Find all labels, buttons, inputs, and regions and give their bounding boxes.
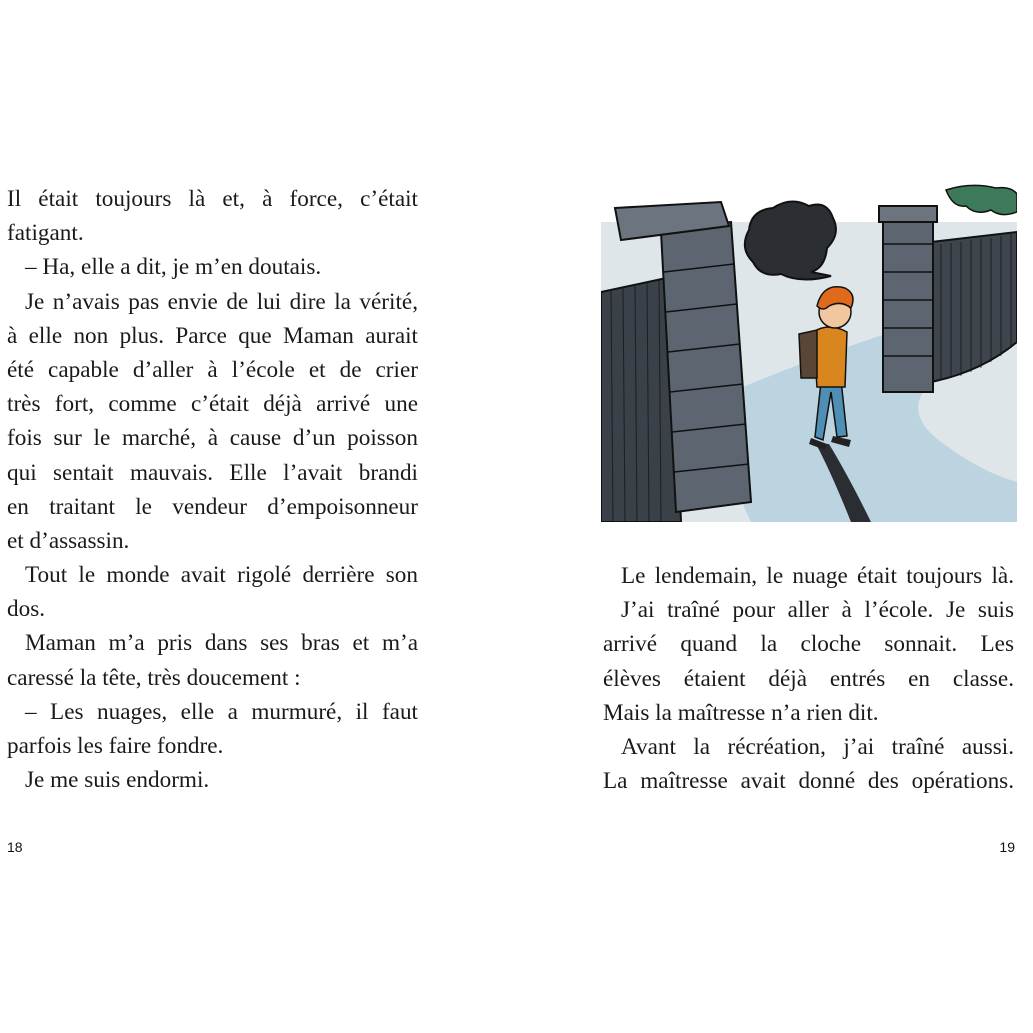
right-pillar xyxy=(883,212,933,392)
text-line: très fort, comme c’était déjà arrivé une xyxy=(7,391,418,418)
boy-walking-to-school-illustration xyxy=(601,182,1017,522)
text-line: Je n’avais pas envie de lui dire la vérité, xyxy=(25,288,418,315)
text-line: élèves étaient déjà entrés en classe. xyxy=(603,665,1014,692)
text-line: dos. xyxy=(7,596,46,623)
text-line: Avant la récréation, j’ai traîné aussi. xyxy=(621,733,1014,760)
text-line: caressé la tête, très doucement : xyxy=(7,664,301,691)
text-line: Tout le monde avait rigolé derrière son xyxy=(25,562,418,589)
text-line: Maman m’a pris dans ses bras et m’a xyxy=(25,630,418,657)
page-number: 18 xyxy=(7,839,23,855)
text-line: La maîtresse avait donné des opérations. xyxy=(603,768,1014,795)
right-page-text xyxy=(603,559,1014,798)
text-line: en traitant le vendeur d’empoisonneur xyxy=(7,493,418,520)
text-line: – Les nuages, elle a murmuré, il faut xyxy=(25,698,418,725)
text-line: à elle non plus. Parce que Maman aurait xyxy=(7,322,418,349)
text-line: été capable d’aller à l’école et de crier xyxy=(7,356,418,383)
text-line: qui sentait mauvais. Elle l’avait brandi xyxy=(7,459,418,486)
text-line: fatigant. xyxy=(7,220,84,247)
page-number: 19 xyxy=(999,839,1015,855)
text-line: parfois les faire fondre. xyxy=(7,733,224,759)
illustration xyxy=(601,182,1017,522)
left-page-text xyxy=(7,182,418,797)
text-line: Mais la maîtresse n’a rien dit. xyxy=(603,699,879,726)
text-line: – Ha, elle a dit, je m’en doutais. xyxy=(25,254,322,281)
text-line: Je me suis endormi. xyxy=(25,767,210,794)
left-page xyxy=(0,0,516,1033)
text-line: Le lendemain, le nuage était toujours là. xyxy=(621,563,1014,589)
text-line: Il était toujours là et, à force, c’était xyxy=(7,186,418,212)
text-line: J’ai traîné pour aller à l’école. Je suis xyxy=(621,597,1014,624)
text-line: fois sur le marché, à cause d’un poisson xyxy=(7,425,418,452)
text-line: arrivé quand la cloche sonnait. Les xyxy=(603,631,1014,658)
text-line: et d’assassin. xyxy=(7,527,130,554)
